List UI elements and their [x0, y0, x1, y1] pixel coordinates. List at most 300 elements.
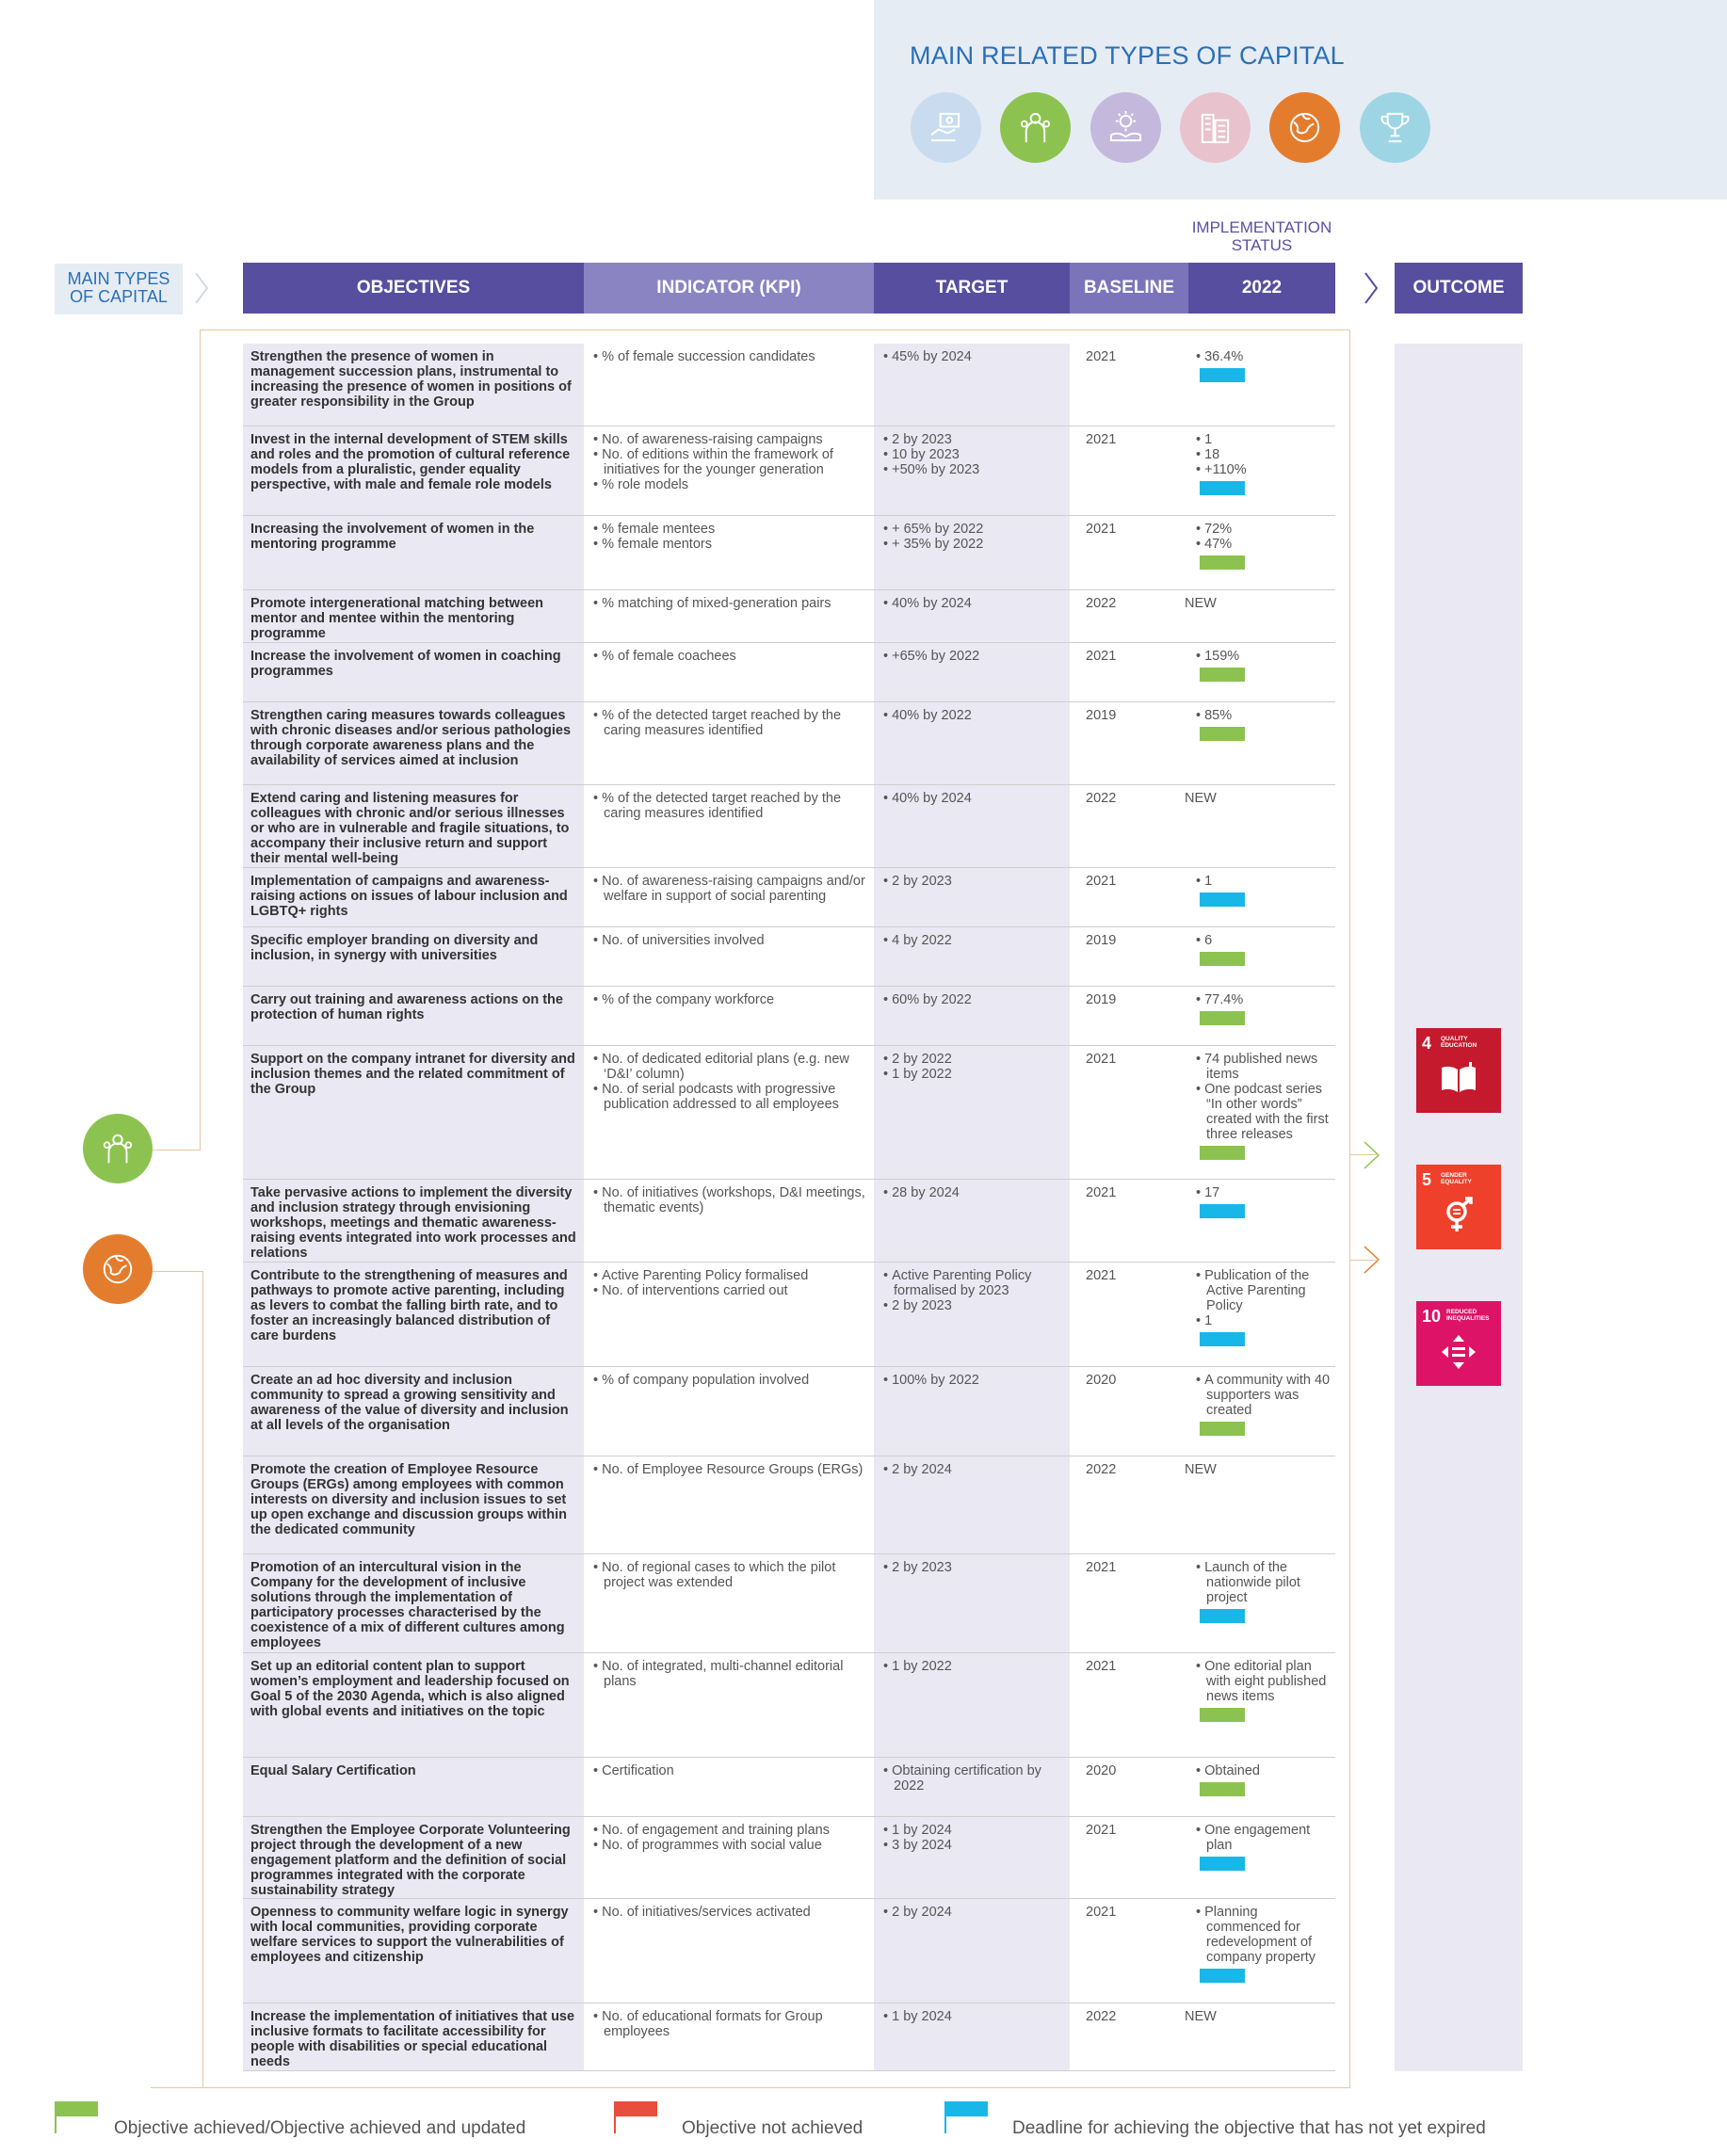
status-cell	[1196, 1373, 1333, 1436]
indicator-cell	[593, 1185, 866, 1215]
indicator-cell	[593, 1763, 866, 1778]
status-item: • A community with 40 supporters was created	[1196, 1373, 1333, 1418]
baseline-cell	[1086, 649, 1161, 664]
status-cell	[1185, 2009, 1322, 2024]
objective-text: Contribute to the strengthening of measures and pathways to promote active parenting, including as levers to combat the falling birth rate, and to foster an increasingly balanced distribution of care burdens	[250, 1268, 568, 1343]
header-objectives: OBJECTIVES	[243, 263, 584, 314]
table-row	[243, 344, 1335, 426]
status-new: NEW	[1185, 791, 1217, 806]
indicator-cell	[593, 791, 866, 821]
objective-cell	[250, 432, 576, 492]
target-item: • 2 by 2023	[883, 1298, 1062, 1313]
objective-cell	[250, 522, 576, 552]
baseline-cell	[1086, 432, 1161, 447]
baseline-cell	[1086, 349, 1161, 364]
legend-not-expired-label: Deadline for achieving the objective that has not yet expired	[1012, 2118, 1486, 2138]
status-cell	[1196, 1052, 1333, 1160]
objective-cell	[250, 349, 576, 410]
status-cell	[1196, 349, 1333, 382]
objective-cell	[250, 933, 576, 963]
target-item: • 45% by 2024	[883, 349, 1062, 364]
status-item: • Planning commenced for redevelopment of company property	[1196, 1905, 1333, 1965]
target-cell	[883, 1763, 1062, 1794]
status-cell	[1196, 1905, 1333, 1983]
status-flag-not-yet-expired	[1200, 368, 1245, 382]
table-row	[243, 1554, 1335, 1653]
status-flag-achieved	[1200, 1146, 1245, 1160]
table-row	[243, 927, 1335, 987]
indicator-cell	[593, 1462, 866, 1477]
indicator-cell	[593, 1659, 866, 1689]
objective-text: Openness to community welfare logic in synergy with local communities, providing corporate welfare services to support the vulnerabilities of employees and citizenship	[250, 1905, 569, 1965]
sdg-5-gender-equality-tile	[1416, 1165, 1501, 1249]
indicator-cell	[593, 1052, 866, 1112]
target-item: • 1 by 2022	[883, 1067, 1062, 1082]
baseline-value: 2021	[1086, 1268, 1117, 1283]
objective-text: Promotion of an intercultural vision in the Company for the development of inclusive solutions through the implementation of participatory processes characterised by the coexistence of a mix of different cultures among employees	[250, 1560, 565, 1650]
indicator-item: • No. of initiatives (workshops, D&I meetings, thematic events)	[593, 1185, 866, 1215]
status-cell	[1196, 522, 1333, 570]
indicator-item: • % of female coachees	[593, 649, 866, 664]
target-cell	[883, 874, 1062, 889]
table-row	[243, 1180, 1335, 1263]
social-capital-bracket-side	[202, 1271, 203, 2088]
table-row	[243, 516, 1335, 590]
objective-cell	[250, 2009, 576, 2069]
objective-cell	[250, 1373, 576, 1433]
chevron-right-icon	[192, 269, 211, 307]
target-item: • 2 by 2023	[883, 432, 1062, 447]
objective-text: Increase the involvement of women in coaching programmes	[250, 649, 561, 679]
baseline-value: 2021	[1086, 349, 1117, 364]
baseline-value: 2019	[1086, 933, 1117, 948]
target-item: • 4 by 2022	[883, 933, 1062, 948]
status-cell	[1196, 649, 1333, 682]
capital-panel	[874, 0, 1727, 200]
baseline-value: 2021	[1086, 522, 1117, 537]
sdg-10-reduced-inequalities-tile	[1416, 1301, 1501, 1386]
baseline-cell	[1086, 791, 1161, 806]
baseline-value: 2022	[1086, 596, 1117, 611]
table-row	[243, 643, 1335, 702]
header-target: TARGET	[874, 263, 1070, 314]
indicator-item: • % of company population involved	[593, 1373, 866, 1388]
sdg-number: 5	[1422, 1170, 1432, 1189]
objective-cell	[250, 791, 576, 866]
status-new: NEW	[1185, 2009, 1217, 2024]
baseline-cell	[1086, 522, 1161, 537]
legend-not-achieved-label: Objective not achieved	[682, 2118, 864, 2138]
status-flag-achieved	[1200, 1011, 1245, 1025]
objective-text: Carry out training and awareness actions on the protection of human rights	[250, 992, 563, 1022]
gender-equality-icon	[1440, 1197, 1477, 1234]
indicator-item: • % female mentees	[593, 522, 866, 537]
objective-text: Increase the implementation of initiatives that use inclusive formats to facilitate accessibility for people with disabilities or special educational needs	[250, 2009, 575, 2069]
indicator-cell	[593, 1373, 866, 1388]
legend-achieved-swatch	[56, 2101, 98, 2116]
indicator-item: • No. of programmes with social value	[593, 1838, 866, 1853]
status-cell	[1185, 1462, 1322, 1477]
baseline-value: 2021	[1086, 1823, 1117, 1838]
objective-text: Specific employer branding on diversity and inclusion, in synergy with universities	[250, 933, 539, 963]
sdg-label: QUALITY EDUCATION	[1441, 1036, 1477, 1049]
objective-cell	[250, 1560, 576, 1650]
objective-cell	[250, 1905, 576, 1965]
objective-cell	[250, 1823, 576, 1898]
objective-cell	[250, 1659, 576, 1719]
baseline-value: 2022	[1086, 791, 1117, 806]
target-cell	[883, 2009, 1062, 2024]
indicator-item: • No. of engagement and training plans	[593, 1823, 866, 1838]
status-item: • 1	[1196, 874, 1333, 889]
objective-text: Invest in the internal development of STEM skills and roles and the promotion of cultural reference models from a pluralistic, gender equality perspective, with male and female role models	[250, 432, 571, 492]
baseline-value: 2019	[1086, 992, 1117, 1007]
target-item: • 100% by 2022	[883, 1373, 1062, 1388]
status-flag-achieved	[1200, 1422, 1245, 1436]
status-item: • One editorial plan with eight published news items	[1196, 1659, 1333, 1704]
indicator-cell	[593, 1905, 866, 1920]
table-row	[243, 1367, 1335, 1456]
objective-text: Strengthen caring measures towards colleagues with chronic diseases and/or serious pathologies through corporate awareness plans and the availability of services aimed at inclusion	[250, 708, 572, 768]
baseline-cell	[1086, 596, 1161, 611]
baseline-cell	[1086, 1823, 1161, 1838]
target-item: • 28 by 2024	[883, 1185, 1062, 1200]
baseline-value: 2020	[1086, 1763, 1117, 1778]
baseline-cell	[1086, 1560, 1161, 1575]
table-row	[243, 702, 1335, 785]
status-flag-not-yet-expired	[1200, 893, 1245, 907]
indicator-cell	[593, 1823, 866, 1853]
target-cell	[883, 649, 1062, 664]
objective-cell	[250, 649, 576, 679]
table-row	[243, 1653, 1335, 1758]
table-row	[243, 426, 1335, 516]
status-cell	[1196, 1560, 1333, 1623]
baseline-value: 2021	[1086, 1905, 1117, 1920]
indicator-item: • No. of educational formats for Group employees	[593, 2009, 866, 2039]
status-item: • 1	[1196, 432, 1333, 447]
indicator-cell	[593, 874, 866, 904]
status-cell	[1196, 1823, 1333, 1871]
human-capital-icon	[1000, 92, 1071, 163]
status-flag-not-yet-expired	[1200, 1857, 1245, 1871]
indicator-item: • No. of Employee Resource Groups (ERGs)	[593, 1462, 866, 1477]
status-cell	[1196, 1268, 1333, 1346]
header-outcome: OUTCOME	[1395, 263, 1523, 314]
social-capital-bracket-bottom	[202, 2087, 1350, 2088]
status-cell	[1196, 874, 1333, 907]
status-flag-not-yet-expired	[1200, 1969, 1245, 1983]
status-item: • 159%	[1196, 649, 1333, 664]
target-cell	[883, 1462, 1062, 1477]
indicator-cell	[593, 2009, 866, 2039]
objective-text: Promote intergenerational matching between mentor and mentee within the mentoring programme	[250, 596, 543, 641]
objective-cell	[250, 1185, 576, 1261]
baseline-cell	[1086, 1462, 1161, 1477]
indicator-item: • No. of integrated, multi-channel editorial plans	[593, 1659, 866, 1689]
indicator-item: • No. of serial podcasts with progressive publication addressed to all employees	[593, 1082, 866, 1112]
status-item: • 36.4%	[1196, 349, 1333, 364]
objective-cell	[250, 708, 576, 768]
status-item: • +110%	[1196, 462, 1333, 477]
target-item: • 2 by 2022	[883, 1052, 1062, 1067]
table-row	[243, 987, 1335, 1046]
baseline-value: 2021	[1086, 874, 1117, 889]
objective-text: Strengthen the presence of women in management succession plans, instrumental to increasing the presence of women in positions of greater responsibility in the Group	[250, 349, 572, 410]
target-item: • 40% by 2024	[883, 596, 1062, 611]
target-item: • 40% by 2022	[883, 708, 1062, 723]
status-item: • Launch of the nationwide pilot project	[1196, 1560, 1333, 1605]
table-row	[243, 1046, 1335, 1180]
status-item: • One podcast series “In other words” created with the first three releases	[1196, 1082, 1333, 1142]
objective-cell	[250, 874, 576, 919]
indicator-cell	[593, 522, 866, 552]
table-row	[243, 1758, 1335, 1817]
objective-cell	[250, 596, 576, 641]
sdg-number: 10	[1422, 1307, 1442, 1326]
status-item: • One engagement plan	[1196, 1823, 1333, 1853]
indicator-item: • No. of awareness-raising campaigns	[593, 432, 866, 447]
indicator-cell	[593, 596, 866, 611]
baseline-cell	[1086, 874, 1161, 889]
status-new: NEW	[1185, 1462, 1217, 1477]
target-cell	[883, 933, 1062, 948]
header-indicator: INDICATOR (KPI)	[584, 263, 874, 314]
objective-text: Increasing the involvement of women in the mentoring programme	[250, 522, 535, 552]
status-flag-not-yet-expired	[1200, 1204, 1245, 1218]
target-item: • + 65% by 2022	[883, 522, 1062, 537]
header-year: 2022	[1188, 263, 1335, 314]
indicator-item: • Active Parenting Policy formalised	[593, 1268, 866, 1283]
status-cell	[1196, 992, 1333, 1025]
target-item: • 2 by 2023	[883, 1560, 1062, 1575]
objective-text: Strengthen the Employee Corporate Volunteering project through the development of a new engagement platform and the definition of social programmes integrated with the corporate sustainability strategy	[250, 1823, 571, 1898]
indicator-cell	[593, 649, 866, 664]
table-row	[243, 590, 1335, 643]
status-flag-achieved	[1200, 555, 1245, 570]
indicator-item: • No. of interventions carried out	[593, 1283, 866, 1298]
status-cell	[1196, 1763, 1333, 1796]
target-cell	[883, 1905, 1062, 1920]
target-item: • 1 by 2022	[883, 1659, 1062, 1674]
human-capital-circle-icon	[83, 1114, 153, 1183]
target-item: • 1 by 2024	[883, 2009, 1062, 2024]
status-item: • Publication of the Active Parenting Policy	[1196, 1268, 1333, 1313]
objective-text: Set up an editorial content plan to support women’s employment and leadership focused on Goal 5 of the 2030 Agenda, which is also aligned with global events and initiatives on the topic	[250, 1659, 570, 1719]
baseline-cell	[1086, 992, 1161, 1007]
table-row	[243, 1263, 1335, 1367]
indicator-cell	[593, 349, 866, 364]
target-item: • +65% by 2022	[883, 649, 1062, 664]
status-item: • 77.4%	[1196, 992, 1333, 1007]
baseline-value: 2021	[1086, 1185, 1117, 1200]
target-item: • 60% by 2022	[883, 992, 1062, 1007]
status-cell	[1196, 708, 1333, 741]
indicator-item: • % of the detected target reached by the caring measures identified	[593, 791, 866, 821]
indicator-item: • % female mentors	[593, 537, 866, 552]
capital-panel-title: MAIN RELATED TYPES OF CAPITAL	[910, 41, 1345, 70]
target-cell	[883, 1659, 1062, 1674]
target-cell	[883, 708, 1062, 723]
target-item: • 10 by 2023	[883, 447, 1062, 462]
indicator-item: • % of the detected target reached by the caring measures identified	[593, 708, 866, 738]
objective-text: Extend caring and listening measures for colleagues with chronic and/or serious illnesses or who are in vulnerable and fragile situations, to accompany their inclusive return and support their mental well-being	[250, 791, 570, 866]
table-row	[243, 785, 1335, 868]
indicator-item: • No. of editions within the framework of initiatives for the younger generation	[593, 447, 866, 477]
objective-cell	[250, 1763, 576, 1778]
sdg-label: REDUCED INEQUALITIES	[1446, 1309, 1490, 1322]
implementation-status-label: IMPLEMENTATION STATUS	[1191, 218, 1332, 254]
baseline-cell	[1086, 1373, 1161, 1388]
baseline-value: 2022	[1086, 1462, 1117, 1477]
main-types-of-capital-label: MAIN TYPES OF CAPITAL	[55, 264, 183, 314]
baseline-cell	[1086, 1185, 1161, 1200]
status-item: • 85%	[1196, 708, 1333, 723]
objective-text: Create an ad hoc diversity and inclusion community to spread a growing sensitivity and awareness of the value of diversity and inclusion at all levels of the organisation	[250, 1373, 569, 1433]
sdg-label: GENDER EQUALITY	[1441, 1172, 1472, 1185]
indicator-cell	[593, 1560, 866, 1590]
baseline-cell	[1086, 1268, 1161, 1283]
sdg-4-quality-education-tile	[1416, 1028, 1501, 1113]
status-flag-not-yet-expired	[1200, 1609, 1245, 1623]
target-item: • 2 by 2024	[883, 1905, 1062, 1920]
book-icon	[1440, 1060, 1477, 1098]
indicator-item: • Certification	[593, 1763, 866, 1778]
baseline-cell	[1086, 708, 1161, 723]
baseline-cell	[1086, 1052, 1161, 1067]
table-row	[243, 868, 1335, 927]
financial-capital-icon	[911, 92, 981, 163]
baseline-value: 2022	[1086, 2009, 1117, 2024]
indicator-cell	[593, 1268, 866, 1298]
target-item: • 3 by 2024	[883, 1838, 1062, 1853]
indicator-item: • No. of initiatives/services activated	[593, 1905, 866, 1920]
manufactured-capital-icon	[1180, 92, 1251, 163]
status-item: • 74 published news items	[1196, 1052, 1333, 1082]
social-relationship-capital-circle-icon	[83, 1234, 153, 1304]
legend-achieved-label: Objective achieved/Objective achieved and updated	[114, 2118, 526, 2138]
baseline-value: 2019	[1086, 708, 1117, 723]
baseline-cell	[1086, 1905, 1161, 1920]
target-cell	[883, 349, 1062, 364]
legend-not-achieved-swatch	[616, 2101, 657, 2116]
indicator-item: • No. of dedicated editorial plans (e.g. new ‘D&I’ column)	[593, 1052, 866, 1082]
target-cell	[883, 1185, 1062, 1200]
indicator-cell	[593, 432, 866, 492]
objective-cell	[250, 992, 576, 1022]
objective-cell	[250, 1462, 576, 1537]
indicator-item: • % of female succession candidates	[593, 349, 866, 364]
table-row	[243, 1456, 1335, 1554]
status-cell	[1185, 596, 1322, 611]
target-item: • 2 by 2024	[883, 1462, 1062, 1477]
status-item: • 17	[1196, 1185, 1333, 1200]
objective-cell	[250, 1052, 576, 1097]
target-cell	[883, 1268, 1062, 1313]
indicator-item: • No. of awareness-raising campaigns and/or welfare in support of social parenting	[593, 874, 866, 904]
indicator-cell	[593, 992, 866, 1007]
status-flag-achieved	[1200, 727, 1245, 741]
baseline-cell	[1086, 933, 1161, 948]
sdg-number: 4	[1422, 1034, 1432, 1053]
indicator-cell	[593, 708, 866, 738]
status-flag-not-yet-expired	[1200, 481, 1245, 495]
baseline-value: 2021	[1086, 432, 1117, 447]
target-item: • + 35% by 2022	[883, 537, 1062, 552]
target-item: • 40% by 2024	[883, 791, 1062, 806]
chevron-right-icon	[1362, 269, 1380, 307]
target-cell	[883, 1052, 1062, 1082]
status-cell	[1196, 933, 1333, 966]
target-cell	[883, 1373, 1062, 1388]
status-item: • 6	[1196, 933, 1333, 948]
status-item: • 72%	[1196, 522, 1333, 537]
indicator-item: • % matching of mixed-generation pairs	[593, 596, 866, 611]
status-cell	[1196, 432, 1333, 495]
status-cell	[1185, 791, 1322, 806]
outcome-connector-line	[1350, 1260, 1379, 1261]
target-cell	[883, 791, 1062, 806]
table-row	[243, 1899, 1335, 2003]
header-baseline: BASELINE	[1070, 263, 1188, 314]
indicator-item: • % of the company workforce	[593, 992, 866, 1007]
baseline-cell	[1086, 2009, 1161, 2024]
target-item: • 2 by 2023	[883, 874, 1062, 889]
target-cell	[883, 432, 1062, 477]
objective-cell	[250, 1268, 576, 1343]
target-cell	[883, 1560, 1062, 1575]
target-item: • Obtaining certification by 2022	[883, 1763, 1062, 1794]
target-item: • 1 by 2024	[883, 1823, 1062, 1838]
table-row	[243, 1817, 1335, 1899]
status-item: • 18	[1196, 447, 1333, 462]
baseline-value: 2020	[1086, 1373, 1117, 1388]
social-capital-bracket	[151, 1271, 203, 2088]
reputational-capital-icon	[1360, 92, 1430, 163]
target-cell	[883, 992, 1062, 1007]
baseline-value: 2021	[1086, 1659, 1117, 1674]
indicator-cell	[593, 933, 866, 948]
status-flag-achieved	[1200, 952, 1245, 966]
objective-text: Take pervasive actions to implement the diversity and inclusion strategy through envisioning workshops, meetings and thematic awareness-raising events integrated into work processes and relations	[250, 1185, 576, 1261]
status-cell	[1196, 1185, 1333, 1218]
status-item: • 47%	[1196, 537, 1333, 552]
indicator-item: • % role models	[593, 477, 866, 492]
outcome-bracket-right	[1349, 330, 1350, 2088]
outcome-connector-line	[1350, 1154, 1379, 1155]
baseline-cell	[1086, 1659, 1161, 1674]
status-cell	[1196, 1659, 1333, 1722]
target-item: • Active Parenting Policy formalised by 2023	[883, 1268, 1062, 1298]
baseline-value: 2021	[1086, 1560, 1117, 1575]
status-item: • 1	[1196, 1313, 1333, 1328]
reduced-inequalities-icon	[1440, 1333, 1477, 1371]
objective-text: Implementation of campaigns and awareness-raising actions on issues of labour inclusion and LGBTQ+ rights	[250, 874, 568, 919]
objective-text: Support on the company intranet for diversity and inclusion themes and the related commitment of the Group	[250, 1052, 575, 1097]
objective-text: Promote the creation of Employee Resource Groups (ERGs) among employees with common interests on diversity and inclusion issues to set up open exchange and discussion groups within the dedicated community	[250, 1462, 567, 1537]
target-item: • +50% by 2023	[883, 462, 1062, 477]
indicator-item: • No. of regional cases to which the pilot project was extended	[593, 1560, 866, 1590]
baseline-value: 2021	[1086, 1052, 1117, 1067]
objective-text: Equal Salary Certification	[250, 1763, 416, 1778]
social-relationship-capital-icon	[1269, 92, 1340, 163]
status-item: • Obtained	[1196, 1763, 1333, 1778]
chevron-right-icon	[1362, 1139, 1382, 1171]
baseline-cell	[1086, 1763, 1161, 1778]
target-cell	[883, 596, 1062, 611]
target-cell	[883, 1823, 1062, 1853]
target-cell	[883, 522, 1062, 552]
